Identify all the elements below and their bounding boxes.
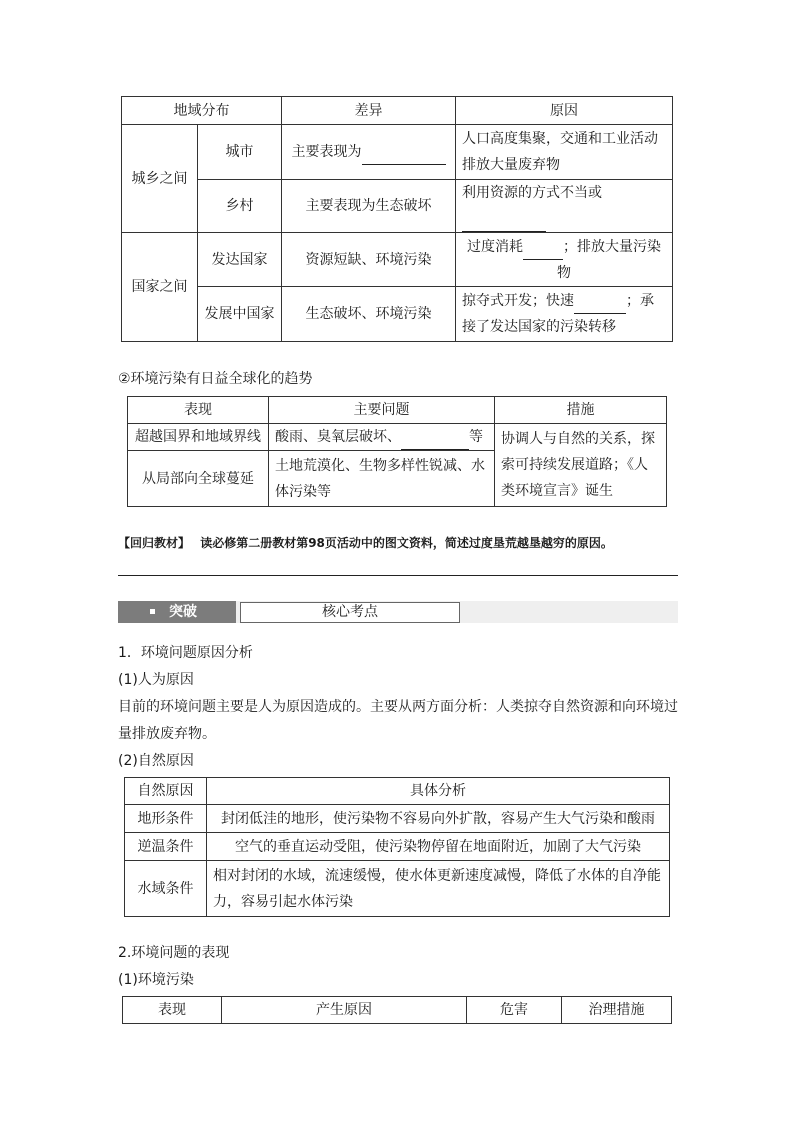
- fill-blank[interactable]: [362, 149, 446, 165]
- header-natural-cause: 自然原因: [125, 778, 207, 805]
- heading-cause-analysis: 1．环境问题原因分析: [118, 645, 253, 661]
- analysis-water: 相对封闭的水域，流速缓慢，使水体更新速度减慢，降低了水体的自净能力，容易引起水体污染: [207, 861, 670, 917]
- expr-cross-border: 超越国界和地域界线: [128, 424, 269, 451]
- cause-water: 水域条件: [125, 861, 207, 917]
- fill-blank[interactable]: [574, 298, 626, 314]
- fill-blank[interactable]: [462, 216, 546, 232]
- section-banner: [118, 601, 678, 623]
- header-difference: 差异: [282, 97, 456, 125]
- header-expression: 表现: [128, 397, 269, 424]
- header-main-issue: 主要问题: [269, 397, 495, 424]
- group-countries: 国家之间: [122, 233, 198, 342]
- heading-manifestation: 2.环境问题的表现: [118, 945, 230, 961]
- sub-developed: 发达国家: [198, 233, 282, 287]
- city-difference: 主要表现为: [282, 125, 456, 180]
- divider: [118, 575, 678, 576]
- heading-pollution: (1)环境污染: [118, 972, 194, 988]
- developing-difference: 生态破坏、环境污染: [282, 287, 456, 342]
- header-expr: 表现: [123, 997, 222, 1024]
- developing-reason: 掠夺式开发；快速 ；承接了发达国家的污染转移: [456, 287, 673, 342]
- cause-inversion: 逆温条件: [125, 833, 207, 861]
- header-harm: 危害: [467, 997, 562, 1024]
- measure-text: 协调人与自然的关系，探索可持续发展道路；《人类环境宣言》诞生: [495, 424, 667, 507]
- cause-terrain: 地形条件: [125, 805, 207, 833]
- review-label: 【回归教材】: [118, 536, 191, 550]
- sub-city: 城市: [198, 125, 282, 180]
- header-analysis: 具体分析: [207, 778, 670, 805]
- regional-distribution-table: [121, 96, 673, 342]
- heading-natural-cause: (2)自然原因: [118, 753, 194, 769]
- village-reason: 利用资源的方式不当或: [456, 180, 673, 233]
- section-globalization: ②环境污染有日益全球化的趋势: [118, 371, 313, 387]
- pollution-table: [122, 996, 672, 1024]
- paragraph-human-cause-2: 量排放废弃物。: [118, 726, 216, 742]
- heading-human-cause: (1)人为原因: [118, 672, 194, 688]
- issue-acid-rain: 酸雨、臭氧层破坏、 等: [269, 424, 495, 451]
- issue-desertification: 土地荒漠化、生物多样性锐减、水体污染等: [269, 451, 495, 507]
- developed-difference: 资源短缺、环境污染: [282, 233, 456, 287]
- header-treatment: 治理措施: [562, 997, 672, 1024]
- fill-blank[interactable]: [523, 244, 563, 260]
- header-distribution: 地域分布: [122, 97, 282, 125]
- header-reason: 原因: [456, 97, 673, 125]
- city-reason: 人口高度集聚，交通和工业活动排放大量废弃物: [456, 125, 673, 180]
- sub-village: 乡村: [198, 180, 282, 233]
- expr-global-spread: 从局部向全球蔓延: [128, 451, 269, 507]
- banner-label: 核心考点: [240, 602, 460, 623]
- sub-developing: 发展中国家: [198, 287, 282, 342]
- analysis-inversion: 空气的垂直运动受阻，使污染物停留在地面附近，加剧了大气污染: [207, 833, 670, 861]
- natural-cause-table: [124, 777, 670, 917]
- square-icon: [150, 609, 155, 614]
- paragraph-human-cause-1: 目前的环境问题主要是人为原因造成的。主要从两方面分析：人类掠夺自然资源和向环境过: [118, 699, 678, 715]
- review-text: 读必修第二册教材第98页活动中的图文资料，简述过度垦荒越垦越穷的原因。: [200, 536, 613, 550]
- analysis-terrain: 封闭低洼的地形，使污染物不容易向外扩散，容易产生大气污染和酸雨: [207, 805, 670, 833]
- developed-reason: 过度消耗 ；排放大量污染物: [456, 233, 673, 287]
- banner-tag: 突破: [118, 601, 236, 623]
- village-difference: 主要表现为生态破坏: [282, 180, 456, 233]
- group-urban-rural: 城乡之间: [122, 125, 198, 233]
- review-note: [118, 533, 613, 553]
- header-measure: 措施: [495, 397, 667, 424]
- header-cause: 产生原因: [222, 997, 467, 1024]
- global-pollution-table: [127, 396, 667, 507]
- fill-blank[interactable]: [401, 434, 469, 450]
